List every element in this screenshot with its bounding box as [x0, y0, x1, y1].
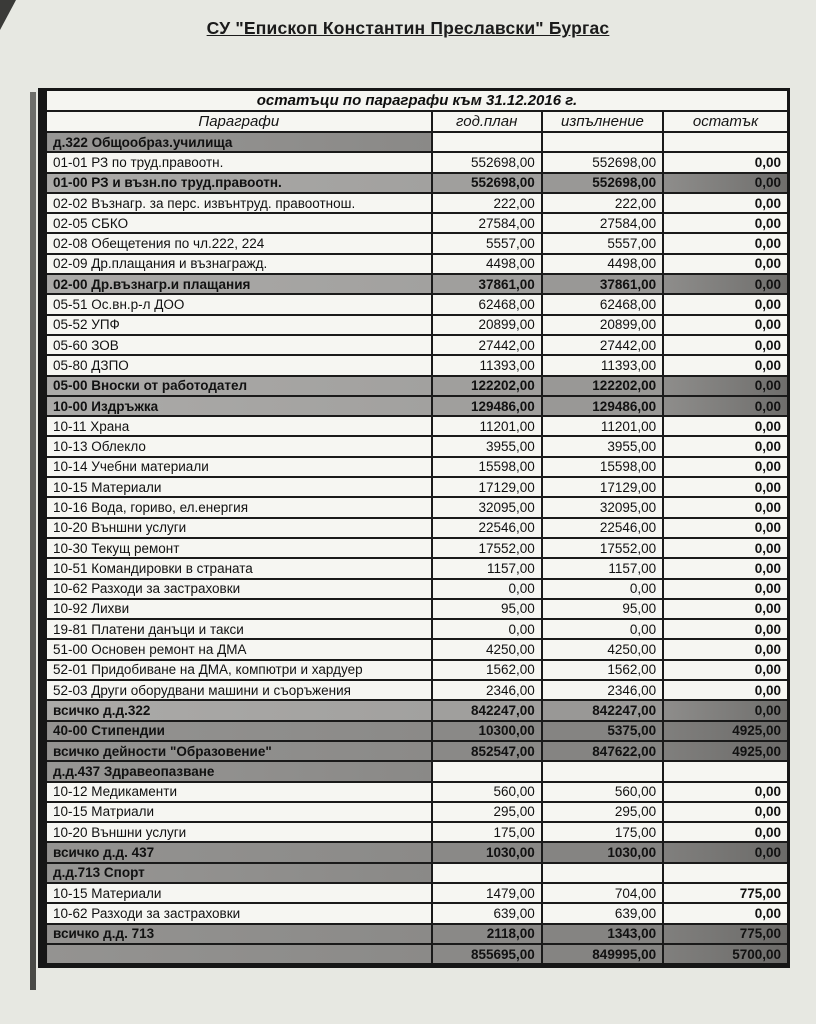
- table-row: [43, 944, 789, 966]
- cell-rest: 0,00: [663, 213, 788, 233]
- cell-plan: 17129,00: [432, 477, 542, 497]
- cell-label: 02-09 Др.плащания и възнагражд.: [43, 254, 432, 274]
- table-row: [43, 518, 789, 538]
- cell-done: 27584,00: [542, 213, 663, 233]
- cell-done: 129486,00: [542, 396, 663, 416]
- cell-done: 704,00: [542, 883, 663, 903]
- cell-label: 10-51 Командировки в страната: [43, 558, 432, 578]
- table-row: [43, 822, 789, 842]
- cell-rest: 0,00: [663, 376, 788, 396]
- table-row: [43, 639, 789, 659]
- table-row: [43, 396, 789, 416]
- column-header-paragraphs: Параграфи: [43, 111, 432, 132]
- cell-rest: 0,00: [663, 294, 788, 314]
- cell-label: 02-08 Обещетения по чл.222, 224: [43, 233, 432, 253]
- cell-rest: 0,00: [663, 660, 788, 680]
- cell-plan: 1157,00: [432, 558, 542, 578]
- cell-done: [542, 863, 663, 883]
- cell-done: 639,00: [542, 903, 663, 923]
- cell-done: 17552,00: [542, 538, 663, 558]
- table-row: [43, 294, 789, 314]
- cell-label: 10-20 Външни услуги: [43, 518, 432, 538]
- cell-label: 05-60 ЗОВ: [43, 335, 432, 355]
- cell-done: 1343,00: [542, 924, 663, 944]
- document-title: СУ "Епископ Константин Преславски" Бургас: [206, 18, 610, 38]
- cell-plan: 295,00: [432, 802, 542, 822]
- cell-done: 3955,00: [542, 436, 663, 456]
- cell-rest: 0,00: [663, 782, 788, 802]
- table-row: [43, 802, 789, 822]
- table-row: [43, 274, 789, 294]
- cell-rest: 0,00: [663, 436, 788, 456]
- cell-done: 1030,00: [542, 842, 663, 862]
- cell-rest: 0,00: [663, 518, 788, 538]
- cell-plan: 1562,00: [432, 660, 542, 680]
- table-row: [43, 538, 789, 558]
- table-row: [43, 436, 789, 456]
- cell-rest: 775,00: [663, 924, 788, 944]
- cell-label: 10-00 Издръжка: [43, 396, 432, 416]
- cell-plan: 852547,00: [432, 741, 542, 761]
- cell-rest: 0,00: [663, 558, 788, 578]
- cell-done: 122202,00: [542, 376, 663, 396]
- table-row: [43, 335, 789, 355]
- cell-rest: 0,00: [663, 173, 788, 193]
- table-body: [43, 132, 789, 966]
- cell-done: 11393,00: [542, 355, 663, 375]
- table-row: [43, 599, 789, 619]
- cell-label: всичко дейности "Образовение": [43, 741, 432, 761]
- cell-plan: 129486,00: [432, 396, 542, 416]
- cell-plan: 27584,00: [432, 213, 542, 233]
- cell-done: 849995,00: [542, 944, 663, 966]
- table-row: [43, 863, 789, 883]
- cell-done: 0,00: [542, 619, 663, 639]
- cell-label: 10-62 Разходи за застраховки: [43, 579, 432, 599]
- cell-plan: 37861,00: [432, 274, 542, 294]
- table-row: [43, 416, 789, 436]
- table-row: [43, 233, 789, 253]
- table-row: [43, 376, 789, 396]
- scan-edge-shadow: [30, 92, 36, 990]
- table-row: [43, 761, 789, 781]
- cell-plan: 222,00: [432, 193, 542, 213]
- cell-plan: 4250,00: [432, 639, 542, 659]
- cell-label: 19-81 Платени данъци и такси: [43, 619, 432, 639]
- cell-done: 2346,00: [542, 680, 663, 700]
- table-row: [43, 883, 789, 903]
- cell-rest: 0,00: [663, 315, 788, 335]
- cell-label: 05-52 УПФ: [43, 315, 432, 335]
- table-row: [43, 782, 789, 802]
- cell-plan: 5557,00: [432, 233, 542, 253]
- cell-rest: 4925,00: [663, 721, 788, 741]
- cell-rest: 5700,00: [663, 944, 788, 966]
- cell-rest: 0,00: [663, 639, 788, 659]
- cell-done: 22546,00: [542, 518, 663, 538]
- cell-done: 175,00: [542, 822, 663, 842]
- table-row: [43, 619, 789, 639]
- cell-label: 10-92 Лихви: [43, 599, 432, 619]
- table-row: [43, 457, 789, 477]
- column-header-remainder: остатък: [663, 111, 788, 132]
- table-row: [43, 579, 789, 599]
- table-row: [43, 173, 789, 193]
- cell-rest: 0,00: [663, 152, 788, 172]
- cell-rest: 4925,00: [663, 741, 788, 761]
- cell-done: 1157,00: [542, 558, 663, 578]
- cell-label: 51-00 Основен ремонт на ДМА: [43, 639, 432, 659]
- cell-plan: 855695,00: [432, 944, 542, 966]
- table-row: [43, 497, 789, 517]
- cell-plan: 175,00: [432, 822, 542, 842]
- header-row: [43, 111, 789, 132]
- cell-plan: 1479,00: [432, 883, 542, 903]
- cell-done: 15598,00: [542, 457, 663, 477]
- cell-label: 10-20 Външни услуги: [43, 822, 432, 842]
- cell-done: 1562,00: [542, 660, 663, 680]
- table-row: [43, 700, 789, 720]
- table-row: [43, 152, 789, 172]
- cell-rest: 0,00: [663, 274, 788, 294]
- cell-label: 05-80 ДЗПО: [43, 355, 432, 375]
- cell-plan: 122202,00: [432, 376, 542, 396]
- cell-rest: 0,00: [663, 619, 788, 639]
- cell-label: 01-01 РЗ по труд.правоотн.: [43, 152, 432, 172]
- cell-label: 10-15 Материали: [43, 883, 432, 903]
- table-row: [43, 842, 789, 862]
- cell-plan: 22546,00: [432, 518, 542, 538]
- cell-rest: 0,00: [663, 680, 788, 700]
- cell-done: 32095,00: [542, 497, 663, 517]
- cell-plan: 3955,00: [432, 436, 542, 456]
- table-row: [43, 477, 789, 497]
- cell-plan: 560,00: [432, 782, 542, 802]
- cell-plan: 15598,00: [432, 457, 542, 477]
- table-row: [43, 558, 789, 578]
- cell-plan: 95,00: [432, 599, 542, 619]
- cell-done: 5375,00: [542, 721, 663, 741]
- cell-done: 552698,00: [542, 152, 663, 172]
- cell-rest: [663, 863, 788, 883]
- cell-done: 4250,00: [542, 639, 663, 659]
- cell-rest: 0,00: [663, 457, 788, 477]
- table-row: [43, 660, 789, 680]
- table-subtitle: остатъци по параграфи към 31.12.2016 г.: [43, 90, 789, 112]
- cell-label: 10-12 Медикаменти: [43, 782, 432, 802]
- cell-done: 95,00: [542, 599, 663, 619]
- cell-done: 20899,00: [542, 315, 663, 335]
- cell-rest: 0,00: [663, 477, 788, 497]
- cell-label: 40-00 Стипендии: [43, 721, 432, 741]
- cell-rest: 0,00: [663, 599, 788, 619]
- cell-plan: 32095,00: [432, 497, 542, 517]
- cell-plan: 4498,00: [432, 254, 542, 274]
- cell-plan: 1030,00: [432, 842, 542, 862]
- cell-rest: 0,00: [663, 416, 788, 436]
- cell-plan: 10300,00: [432, 721, 542, 741]
- cell-label: 02-02 Възнагр. за перс. извънтруд. правоотнош.: [43, 193, 432, 213]
- cell-label: 10-14 Учебни материали: [43, 457, 432, 477]
- cell-done: 5557,00: [542, 233, 663, 253]
- cell-label: д.д.437 Здравеопазване: [43, 761, 432, 781]
- cell-done: 560,00: [542, 782, 663, 802]
- cell-plan: [432, 863, 542, 883]
- cell-rest: [663, 132, 788, 152]
- cell-label: 10-13 Облекло: [43, 436, 432, 456]
- table-row: [43, 193, 789, 213]
- cell-plan: 11201,00: [432, 416, 542, 436]
- cell-done: [542, 761, 663, 781]
- cell-rest: 0,00: [663, 335, 788, 355]
- cell-plan: 552698,00: [432, 173, 542, 193]
- cell-plan: 2118,00: [432, 924, 542, 944]
- table-row: [43, 355, 789, 375]
- cell-rest: [663, 761, 788, 781]
- cell-done: 0,00: [542, 579, 663, 599]
- cell-done: [542, 132, 663, 152]
- subtitle-row: [43, 90, 789, 112]
- cell-plan: 17552,00: [432, 538, 542, 558]
- table-row: [43, 741, 789, 761]
- cell-rest: 0,00: [663, 355, 788, 375]
- cell-plan: 552698,00: [432, 152, 542, 172]
- cell-label: 10-62 Разходи за застраховки: [43, 903, 432, 923]
- cell-rest: 0,00: [663, 700, 788, 720]
- cell-label: 02-00 Др.възнагр.и плащания: [43, 274, 432, 294]
- cell-rest: 0,00: [663, 822, 788, 842]
- cell-label: 01-00 РЗ и възн.по труд.правоотн.: [43, 173, 432, 193]
- budget-table: [38, 88, 790, 968]
- table-row: [43, 132, 789, 152]
- cell-label: 10-11 Храна: [43, 416, 432, 436]
- cell-label: 52-01 Придобиване на ДМА, компютри и хардуер: [43, 660, 432, 680]
- table-row: [43, 315, 789, 335]
- cell-label: д.д.713 Спорт: [43, 863, 432, 883]
- cell-plan: 20899,00: [432, 315, 542, 335]
- table-row: [43, 721, 789, 741]
- cell-done: 17129,00: [542, 477, 663, 497]
- cell-rest: 0,00: [663, 396, 788, 416]
- cell-plan: [432, 761, 542, 781]
- cell-rest: 0,00: [663, 579, 788, 599]
- cell-label: 52-03 Други оборудвани машини и съоръжения: [43, 680, 432, 700]
- cell-rest: 0,00: [663, 193, 788, 213]
- cell-label: 10-15 Матриали: [43, 802, 432, 822]
- table-head: [43, 90, 789, 133]
- column-header-annual-plan: год.план: [432, 111, 542, 132]
- cell-label: 10-30 Текущ ремонт: [43, 538, 432, 558]
- cell-label: всичко д.д. 437: [43, 842, 432, 862]
- cell-rest: 0,00: [663, 497, 788, 517]
- table-row: [43, 680, 789, 700]
- cell-rest: 0,00: [663, 538, 788, 558]
- cell-plan: 62468,00: [432, 294, 542, 314]
- table-row: [43, 924, 789, 944]
- cell-done: 11201,00: [542, 416, 663, 436]
- cell-label: [43, 944, 432, 966]
- cell-done: 295,00: [542, 802, 663, 822]
- table-row: [43, 254, 789, 274]
- cell-label: 10-15 Материали: [43, 477, 432, 497]
- cell-rest: 0,00: [663, 802, 788, 822]
- cell-done: 842247,00: [542, 700, 663, 720]
- cell-done: 4498,00: [542, 254, 663, 274]
- cell-plan: 0,00: [432, 579, 542, 599]
- cell-rest: 0,00: [663, 233, 788, 253]
- cell-label: всичко д.д.322: [43, 700, 432, 720]
- cell-plan: [432, 132, 542, 152]
- cell-label: д.322 Общообраз.училища: [43, 132, 432, 152]
- cell-done: 222,00: [542, 193, 663, 213]
- cell-plan: 639,00: [432, 903, 542, 923]
- cell-done: 552698,00: [542, 173, 663, 193]
- cell-label: 05-51 Ос.вн.р-л ДОО: [43, 294, 432, 314]
- table-row: [43, 903, 789, 923]
- cell-label: всичко д.д. 713: [43, 924, 432, 944]
- cell-label: 02-05 СБКО: [43, 213, 432, 233]
- cell-rest: 775,00: [663, 883, 788, 903]
- cell-done: 37861,00: [542, 274, 663, 294]
- cell-done: 62468,00: [542, 294, 663, 314]
- cell-rest: 0,00: [663, 903, 788, 923]
- table-row: [43, 213, 789, 233]
- cell-plan: 2346,00: [432, 680, 542, 700]
- cell-rest: 0,00: [663, 842, 788, 862]
- cell-plan: 11393,00: [432, 355, 542, 375]
- cell-plan: 27442,00: [432, 335, 542, 355]
- cell-label: 05-00 Вноски от работодател: [43, 376, 432, 396]
- cell-plan: 0,00: [432, 619, 542, 639]
- cell-done: 27442,00: [542, 335, 663, 355]
- cell-done: 847622,00: [542, 741, 663, 761]
- cell-label: 10-16 Вода, гориво, ел.енергия: [43, 497, 432, 517]
- cell-plan: 842247,00: [432, 700, 542, 720]
- column-header-execution: изпълнение: [542, 111, 663, 132]
- cell-rest: 0,00: [663, 254, 788, 274]
